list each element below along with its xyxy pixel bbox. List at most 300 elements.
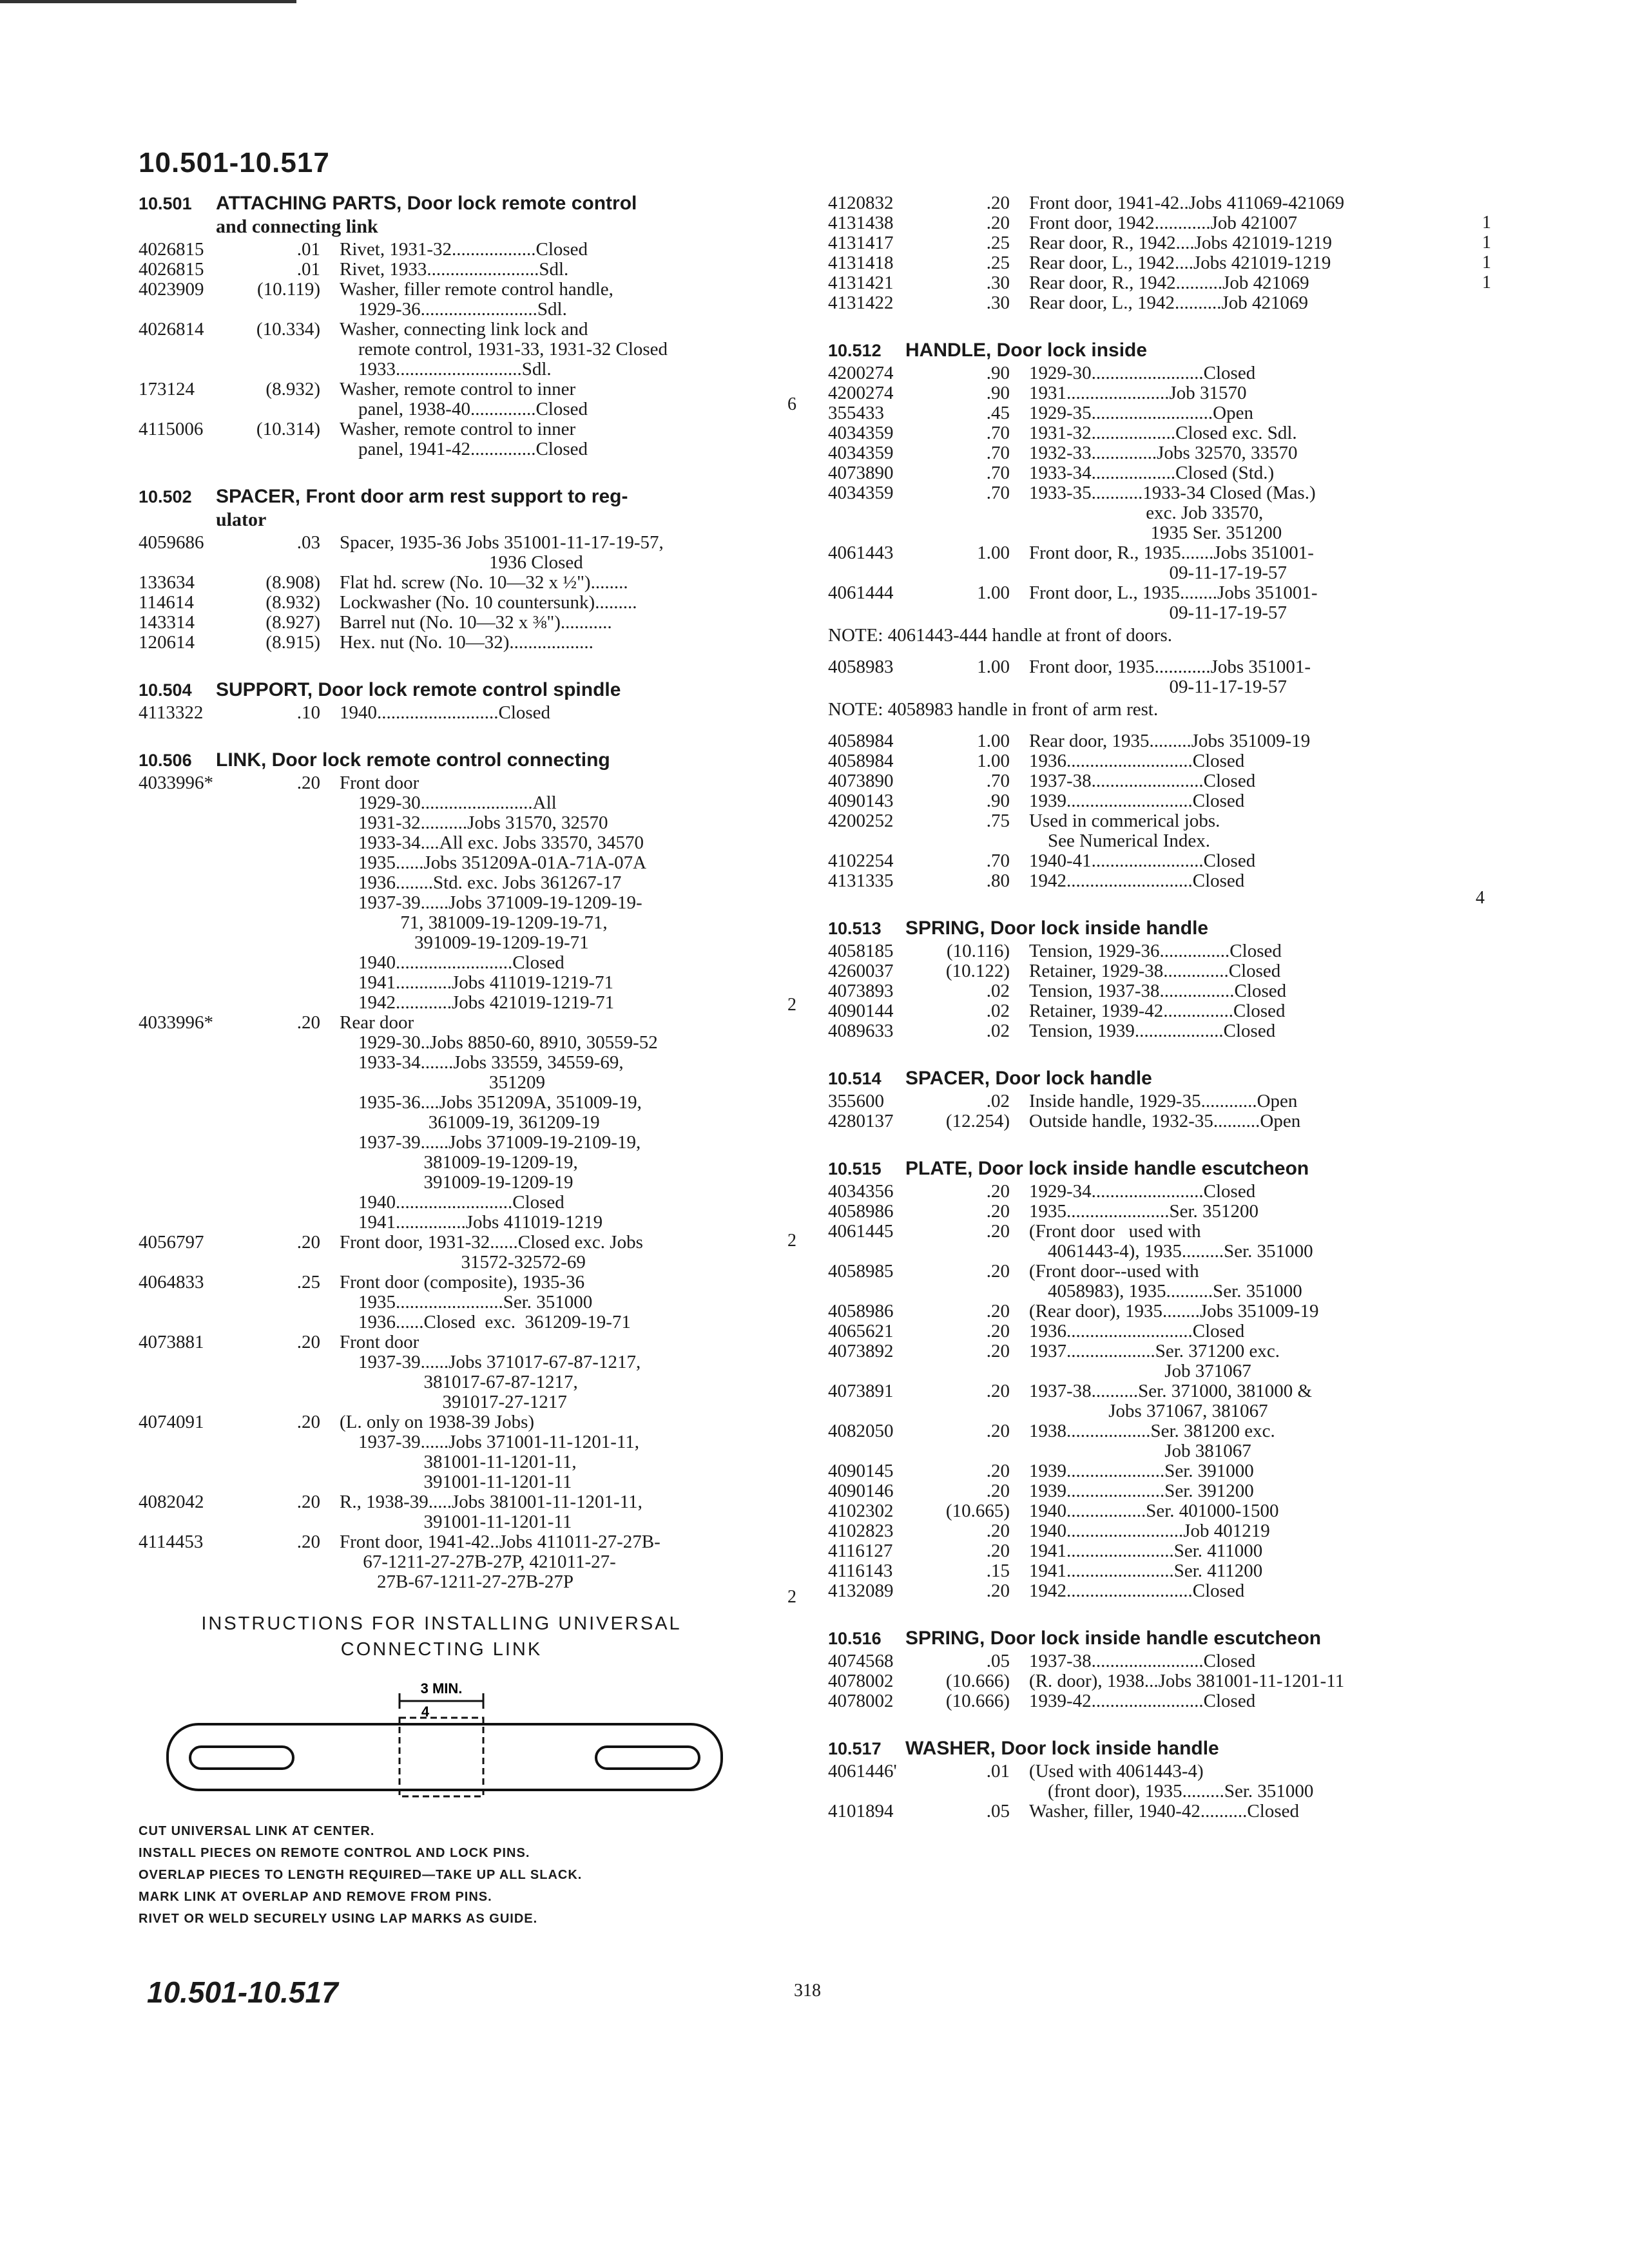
part-description xyxy=(1029,273,1437,293)
part-number: 4120832 xyxy=(828,193,894,213)
part-description xyxy=(1029,1321,1437,1341)
description-line: 1937-38........................Closed xyxy=(1029,771,1256,791)
description-line: See Numerical Index. xyxy=(1029,831,1211,851)
part-description xyxy=(1029,1561,1437,1581)
description-line: Tension, 1929-36...............Closed xyxy=(1029,941,1282,961)
description-line: 1937-39......Jobs 371009-19-1209-19- xyxy=(340,892,642,913)
part-description xyxy=(1029,791,1437,811)
part-number: 4073890 xyxy=(828,463,894,483)
parts-row xyxy=(828,871,1437,891)
part-number: 4058985 xyxy=(828,1261,894,1282)
price-or-reference: .30 xyxy=(986,273,1010,293)
price-or-reference: .70 xyxy=(986,463,1010,483)
part-number: 4073890 xyxy=(828,771,894,791)
price-or-reference: .05 xyxy=(986,1651,1010,1671)
part-number: 4116127 xyxy=(828,1541,893,1561)
part-description xyxy=(340,613,744,633)
description-line: Job 371067 xyxy=(1029,1361,1251,1381)
part-description xyxy=(1029,383,1437,403)
part-number: 4131335 xyxy=(828,870,894,891)
price-or-reference: .70 xyxy=(986,443,1010,463)
parts-row xyxy=(828,233,1437,253)
description-line: Spacer, 1935-36 Jobs 351001-11-17-19-57, xyxy=(340,532,664,553)
part-number: 4074568 xyxy=(828,1651,894,1671)
description-line: 1936...........................Closed xyxy=(1029,751,1245,771)
description-line: Rear door, R., 1942....Jobs 421019-1219 xyxy=(1029,233,1333,253)
installation-instructions xyxy=(139,1611,744,1930)
section-title xyxy=(828,1068,1437,1089)
parts-row xyxy=(828,1651,1437,1671)
description-line: Lockwasher (No. 10 countersunk)......... xyxy=(340,592,637,613)
instructions-subtitle: CONNECTING LINK xyxy=(340,1639,543,1660)
parts-row xyxy=(828,771,1437,791)
parts-row xyxy=(828,1001,1437,1021)
part-description xyxy=(1029,1762,1437,1802)
part-number: 4034359 xyxy=(828,483,894,503)
part-description xyxy=(1029,293,1437,313)
description-line: Rear door, 1935.........Jobs 351009-19 xyxy=(1029,731,1311,751)
description-line: 1939...........................Closed xyxy=(1029,791,1245,811)
parts-row xyxy=(828,1762,1437,1802)
part-number: 173124 xyxy=(139,379,195,399)
price-or-reference: (10.119) xyxy=(257,279,320,300)
price-or-reference: .20 xyxy=(296,1532,320,1552)
description-line: 1929-36.........................Sdl. xyxy=(340,299,567,320)
part-description xyxy=(1029,1581,1437,1601)
description-line: (R. door), 1938...Jobs 381001-11-1201-11 xyxy=(1029,1671,1345,1691)
price-or-reference: 1.00 xyxy=(977,582,1010,603)
part-number: 355600 xyxy=(828,1091,884,1111)
section-name-continued: and connecting link xyxy=(216,216,378,237)
section-number: 10.514 xyxy=(828,1069,882,1088)
part-number: 4023909 xyxy=(139,279,204,300)
description-line: Front door, 1931-32......Closed exc. Jobs xyxy=(340,1232,643,1253)
part-description xyxy=(1029,1021,1437,1041)
section-name: SPACER, Front door arm rest support to reg- xyxy=(216,486,628,507)
part-number: 4058185 xyxy=(828,941,894,961)
part-number: 4113322 xyxy=(139,702,204,723)
part-number: 4102302 xyxy=(828,1501,894,1521)
parts-row xyxy=(828,751,1437,771)
description-line: Tension, 1939...................Closed xyxy=(1029,1021,1276,1041)
part-description xyxy=(1029,1202,1437,1222)
description-line: 1940.........................Closed xyxy=(340,952,564,973)
parts-row xyxy=(828,463,1437,483)
description-line: 1937-39......Jobs 371001-11-1201-11, xyxy=(340,1432,640,1452)
margin-note: 2 xyxy=(787,1587,796,1607)
description-line: 1942...........................Closed xyxy=(1029,1581,1245,1601)
part-description xyxy=(340,1013,744,1233)
parts-row xyxy=(828,1691,1437,1711)
description-line: Rivet, 1931-32..................Closed xyxy=(340,239,588,260)
description-line: Flat hd. screw (No. 10—32 x ½")........ xyxy=(340,572,628,593)
part-description xyxy=(1029,1091,1437,1111)
parts-row xyxy=(139,260,744,280)
part-number: 4132089 xyxy=(828,1581,894,1601)
price-or-reference: .70 xyxy=(986,850,1010,871)
part-number: 4260037 xyxy=(828,961,894,981)
part-number: 114614 xyxy=(139,592,194,613)
part-description xyxy=(340,1532,744,1592)
part-description xyxy=(340,1412,744,1492)
part-description xyxy=(1029,1222,1437,1262)
parts-row xyxy=(139,703,744,723)
overlap-region xyxy=(400,1718,483,1796)
description-line: 351209 xyxy=(340,1072,545,1093)
part-number: 4102254 xyxy=(828,850,894,871)
part-number: 4026815 xyxy=(139,239,204,260)
price-or-reference: (8.915) xyxy=(265,632,320,653)
price-or-reference: .75 xyxy=(986,811,1010,831)
description-line: 1938..................Ser. 381200 exc. xyxy=(1029,1421,1275,1441)
part-number: 4033996* xyxy=(139,1012,213,1033)
part-number: 4101894 xyxy=(828,1801,894,1821)
parts-row xyxy=(828,1182,1437,1202)
part-description xyxy=(340,280,744,320)
dimension-label: 3 MIN. xyxy=(420,1680,463,1696)
section-title xyxy=(828,1158,1437,1179)
description-line: 1932-33..............Jobs 32570, 33570 xyxy=(1029,443,1298,463)
section-name: HANDLE, Door lock inside xyxy=(905,340,1148,361)
margin-note: 1 xyxy=(1482,273,1491,293)
price-or-reference: .70 xyxy=(986,483,1010,503)
description-line: 1935 Ser. 351200 xyxy=(1029,523,1282,543)
description-line: 1940.................Ser. 401000-1500 xyxy=(1029,1501,1279,1521)
description-line: Front door (composite), 1935-36 xyxy=(340,1272,585,1293)
instructions-title: INSTRUCTIONS FOR INSTALLING UNIVERSAL xyxy=(201,1613,682,1634)
link-outline xyxy=(168,1724,722,1790)
description-line: Inside handle, 1929-35............Open xyxy=(1029,1091,1298,1111)
part-number: 4074091 xyxy=(139,1412,204,1432)
description-line: Front door xyxy=(340,1332,419,1352)
part-description xyxy=(340,419,744,459)
page-number: 318 xyxy=(794,1981,821,2001)
part-description xyxy=(1029,193,1437,213)
price-or-reference: .20 xyxy=(986,213,1010,233)
parts-row xyxy=(828,443,1437,463)
catalog-section xyxy=(828,657,1437,720)
part-description xyxy=(1029,1111,1437,1131)
part-description xyxy=(1029,751,1437,771)
price-or-reference: .20 xyxy=(296,773,320,793)
part-description xyxy=(1029,1651,1437,1671)
description-line: Front door, L., 1935........Jobs 351001- xyxy=(1029,582,1318,603)
description-line: 1936...........................Closed xyxy=(1029,1321,1245,1341)
description-line: 1936 Closed xyxy=(340,552,583,573)
part-description xyxy=(1029,213,1437,233)
parts-row xyxy=(828,273,1437,293)
description-line: 67-1211-27-27B-27P, 421011-27- xyxy=(340,1552,616,1572)
description-line: 391001-11-1201-11 xyxy=(340,1512,572,1532)
price-or-reference: 1.00 xyxy=(977,731,1010,751)
part-number: 4131421 xyxy=(828,273,894,293)
price-or-reference: .45 xyxy=(986,403,1010,423)
part-number: 4082042 xyxy=(139,1492,204,1512)
section-number: 10.513 xyxy=(828,919,882,938)
section-number: 10.516 xyxy=(828,1629,882,1648)
description-line: 1936........Std. exc. Jobs 361267-17 xyxy=(340,872,622,893)
price-or-reference: 1.00 xyxy=(977,751,1010,771)
parts-row xyxy=(828,363,1437,383)
description-line: 1929-30........................Closed xyxy=(1029,363,1256,383)
price-or-reference: .30 xyxy=(986,293,1010,313)
price-or-reference: .70 xyxy=(986,771,1010,791)
description-line: 1937...................Ser. 371200 exc. xyxy=(1029,1341,1280,1361)
margin-note: 4 xyxy=(1476,888,1485,908)
description-line: 1939-42........................Closed xyxy=(1029,1691,1256,1711)
catalog-section xyxy=(828,1068,1437,1131)
section-name: LINK, Door lock remote control connecting xyxy=(216,749,610,771)
parts-row xyxy=(828,1421,1437,1461)
description-line: Barrel nut (No. 10—32 x ⅜")........... xyxy=(340,612,612,633)
parts-row xyxy=(828,941,1437,961)
link-slot-right xyxy=(596,1747,699,1769)
part-number: 4058984 xyxy=(828,731,894,751)
part-number: 4090144 xyxy=(828,1001,894,1021)
description-line: R., 1938-39.....Jobs 381001-11-1201-11, xyxy=(340,1492,642,1512)
description-line: (Rear door), 1935........Jobs 351009-19 xyxy=(1029,1301,1319,1321)
section-name: ATTACHING PARTS, Door lock remote control xyxy=(216,193,637,214)
catalog-section xyxy=(828,340,1437,646)
part-description xyxy=(1029,1671,1437,1691)
description-line: Outside handle, 1932-35..........Open xyxy=(1029,1111,1301,1131)
description-line: 1937-38........................Closed xyxy=(1029,1651,1256,1671)
description-line: 1940.........................Job 401219 xyxy=(1029,1521,1270,1541)
price-or-reference: .20 xyxy=(986,1581,1010,1601)
part-number: 4065621 xyxy=(828,1321,894,1341)
part-description xyxy=(1029,1302,1437,1321)
parts-row xyxy=(828,193,1437,213)
price-or-reference: (10.334) xyxy=(256,319,320,340)
price-or-reference: (10.665) xyxy=(945,1501,1010,1521)
instruction-line: RIVET OR WELD SECURELY USING LAP MARKS AS GUIDE. xyxy=(139,1912,538,1926)
margin-note: 6 xyxy=(787,394,796,414)
part-number: 4114453 xyxy=(139,1532,204,1552)
section-number: 10.512 xyxy=(828,341,882,360)
part-description xyxy=(340,633,744,653)
parts-row xyxy=(139,1532,744,1592)
section-number: 10.515 xyxy=(828,1159,882,1178)
part-number: 4056797 xyxy=(139,1232,204,1253)
section-title xyxy=(139,680,744,700)
parts-row xyxy=(139,593,744,613)
part-description xyxy=(1029,941,1437,961)
part-description xyxy=(1029,463,1437,483)
instruction-line: OVERLAP PIECES TO LENGTH REQUIRED—TAKE UP ALL SLACK. xyxy=(139,1868,583,1882)
parts-row xyxy=(828,583,1437,623)
parts-row xyxy=(828,1021,1437,1041)
dimension-denominator: 4 xyxy=(421,1704,430,1720)
description-line: 1936......Closed exc. 361209-19-71 xyxy=(340,1312,631,1332)
part-number: 4033996* xyxy=(139,773,213,793)
description-line: Used in commerical jobs. xyxy=(1029,811,1220,831)
instruction-line: INSTALL PIECES ON REMOTE CONTROL AND LOCK PINS. xyxy=(139,1846,530,1860)
part-number: 4058986 xyxy=(828,1201,894,1222)
part-number: 4061444 xyxy=(828,582,894,603)
parts-row xyxy=(828,1671,1437,1691)
price-or-reference: 1.00 xyxy=(977,657,1010,677)
parts-row xyxy=(828,1541,1437,1561)
catalog-section xyxy=(828,1158,1437,1601)
part-number: 4200274 xyxy=(828,363,894,383)
part-number: 4073892 xyxy=(828,1341,894,1361)
price-or-reference: (10.116) xyxy=(947,941,1010,961)
price-or-reference: .20 xyxy=(986,1341,1010,1361)
part-description xyxy=(1029,1802,1437,1821)
part-description xyxy=(1029,363,1437,383)
parts-row xyxy=(139,419,744,459)
part-number: 4026814 xyxy=(139,319,204,340)
part-number: 4064833 xyxy=(139,1272,204,1293)
part-description xyxy=(1029,1481,1437,1501)
parts-row xyxy=(828,1802,1437,1821)
section-note: NOTE: 4058983 handle in front of arm rest. xyxy=(828,699,1159,720)
part-description xyxy=(340,380,744,419)
margin-note: 1 xyxy=(1482,253,1491,273)
part-number: 4280137 xyxy=(828,1111,894,1131)
section-title xyxy=(139,193,744,214)
section-name-continued: ulator xyxy=(216,509,267,530)
price-or-reference: .20 xyxy=(986,1461,1010,1481)
description-line: Washer, connecting link lock and xyxy=(340,319,588,340)
price-or-reference: (12.254) xyxy=(945,1111,1010,1131)
part-description xyxy=(1029,1461,1437,1481)
price-or-reference: (10.314) xyxy=(256,419,320,439)
section-title xyxy=(828,918,1437,939)
description-line: Rear door, R., 1942..........Job 421069 xyxy=(1029,273,1309,293)
part-number: 4026815 xyxy=(139,259,204,280)
description-line: 09-11-17-19-57 xyxy=(1029,602,1287,623)
part-number: 4061446' xyxy=(828,1761,897,1782)
parts-row xyxy=(828,1381,1437,1421)
price-or-reference: .20 xyxy=(296,1332,320,1352)
description-line: Retainer, 1929-38..............Closed xyxy=(1029,961,1281,981)
part-description xyxy=(1029,1541,1437,1561)
part-description xyxy=(1029,1262,1437,1302)
margin-note: 2 xyxy=(787,995,796,1015)
catalog-section xyxy=(828,1738,1437,1821)
parts-row xyxy=(828,213,1437,233)
part-number: 4102823 xyxy=(828,1521,894,1541)
section-number: 10.501 xyxy=(139,194,192,213)
price-or-reference: .01 xyxy=(986,1761,1010,1782)
catalog-section xyxy=(139,680,744,723)
parts-row xyxy=(828,1302,1437,1321)
description-line: 1939.....................Ser. 391000 xyxy=(1029,1461,1254,1481)
description-line: 1941.......................Ser. 411000 xyxy=(1029,1541,1263,1561)
description-line: 1940..........................Closed xyxy=(340,702,551,723)
price-or-reference: .20 xyxy=(986,193,1010,213)
description-line: 1935-36....Jobs 351209A, 351009-19, xyxy=(340,1092,642,1113)
price-or-reference: .20 xyxy=(986,1181,1010,1202)
parts-row xyxy=(828,1091,1437,1111)
part-number: 4034359 xyxy=(828,423,894,443)
description-line: 1931-32..................Closed exc. Sdl. xyxy=(1029,423,1297,443)
parts-row xyxy=(828,483,1437,543)
section-name: SPACER, Door lock handle xyxy=(905,1068,1152,1089)
description-line: 1935......Jobs 351209A-01A-71A-07A xyxy=(340,852,647,873)
parts-row xyxy=(139,1273,744,1332)
description-line: 1933-35...........1933-34 Closed (Mas.) xyxy=(1029,483,1316,503)
description-line: exc. Job 33570, xyxy=(1029,503,1264,523)
parts-row xyxy=(139,573,744,593)
price-or-reference: .90 xyxy=(986,383,1010,403)
part-description xyxy=(1029,811,1437,851)
description-line: Front door, 1935............Jobs 351001- xyxy=(1029,657,1311,677)
parts-row xyxy=(828,1581,1437,1601)
description-line: panel, 1941-42..............Closed xyxy=(340,439,588,459)
description-line: 1937-38..........Ser. 371000, 381000 & xyxy=(1029,1381,1313,1401)
description-line: 1929-35..........................Open xyxy=(1029,403,1253,423)
description-line: 1942...........................Closed xyxy=(1029,870,1245,891)
part-description xyxy=(340,1233,744,1273)
description-line: panel, 1938-40..............Closed xyxy=(340,399,588,419)
price-or-reference: (10.666) xyxy=(945,1691,1010,1711)
description-line: Front door, 1941-42..Jobs 411069-421069 xyxy=(1029,193,1345,213)
description-line: remote control, 1931-33, 1931-32 Closed xyxy=(340,339,668,360)
instruction-line: MARK LINK AT OVERLAP AND REMOVE FROM PINS. xyxy=(139,1890,492,1904)
description-line: Washer, remote control to inner xyxy=(340,419,576,439)
parts-row xyxy=(139,380,744,419)
price-or-reference: .20 xyxy=(986,1521,1010,1541)
parts-row xyxy=(139,1233,744,1273)
price-or-reference: .20 xyxy=(986,1421,1010,1441)
part-number: 143314 xyxy=(139,612,195,633)
parts-row xyxy=(139,533,744,573)
price-or-reference: .25 xyxy=(296,1272,320,1293)
price-or-reference: .20 xyxy=(296,1012,320,1033)
price-or-reference: .20 xyxy=(986,1481,1010,1501)
part-number: 355433 xyxy=(828,403,884,423)
parts-row xyxy=(828,403,1437,423)
part-description xyxy=(340,593,744,613)
description-line: 391009-19-1209-19 xyxy=(340,1172,574,1193)
parts-row xyxy=(828,657,1437,697)
parts-row xyxy=(139,240,744,260)
parts-row xyxy=(828,1321,1437,1341)
part-description xyxy=(1029,1381,1437,1421)
price-or-reference: .02 xyxy=(986,1021,1010,1041)
parts-row xyxy=(139,613,744,633)
part-number: 4058984 xyxy=(828,751,894,771)
description-line: 1929-30..Jobs 8850-60, 8910, 30559-52 xyxy=(340,1032,658,1053)
part-number: 4200274 xyxy=(828,383,894,403)
parts-row xyxy=(828,1111,1437,1131)
section-name: SUPPORT, Door lock remote control spindle xyxy=(216,679,621,700)
price-or-reference: (8.932) xyxy=(265,379,320,399)
price-or-reference: .25 xyxy=(986,253,1010,273)
part-number: 4061443 xyxy=(828,543,894,563)
part-number: 4131417 xyxy=(828,233,894,253)
left-column xyxy=(139,193,744,1619)
price-or-reference: .03 xyxy=(296,532,320,553)
description-line: 1937-39......Jobs 371009-19-2109-19, xyxy=(340,1132,641,1153)
description-line: 1931-32..........Jobs 31570, 32570 xyxy=(340,812,608,833)
parts-row xyxy=(828,253,1437,273)
part-description xyxy=(1029,1521,1437,1541)
margin-note: 2 xyxy=(787,1231,796,1251)
description-line: (L. only on 1938-39 Jobs) xyxy=(340,1412,535,1432)
description-line: Retainer, 1939-42...............Closed xyxy=(1029,1001,1286,1021)
description-line: 1933-34.......Jobs 33559, 34559-69, xyxy=(340,1052,624,1073)
catalog-section xyxy=(828,731,1437,891)
catalog-section xyxy=(828,918,1437,1041)
parts-row xyxy=(828,1222,1437,1262)
description-line: Tension, 1937-38................Closed xyxy=(1029,981,1287,1001)
parts-row xyxy=(828,543,1437,583)
parts-row xyxy=(139,280,744,320)
price-or-reference: .20 xyxy=(296,1412,320,1432)
